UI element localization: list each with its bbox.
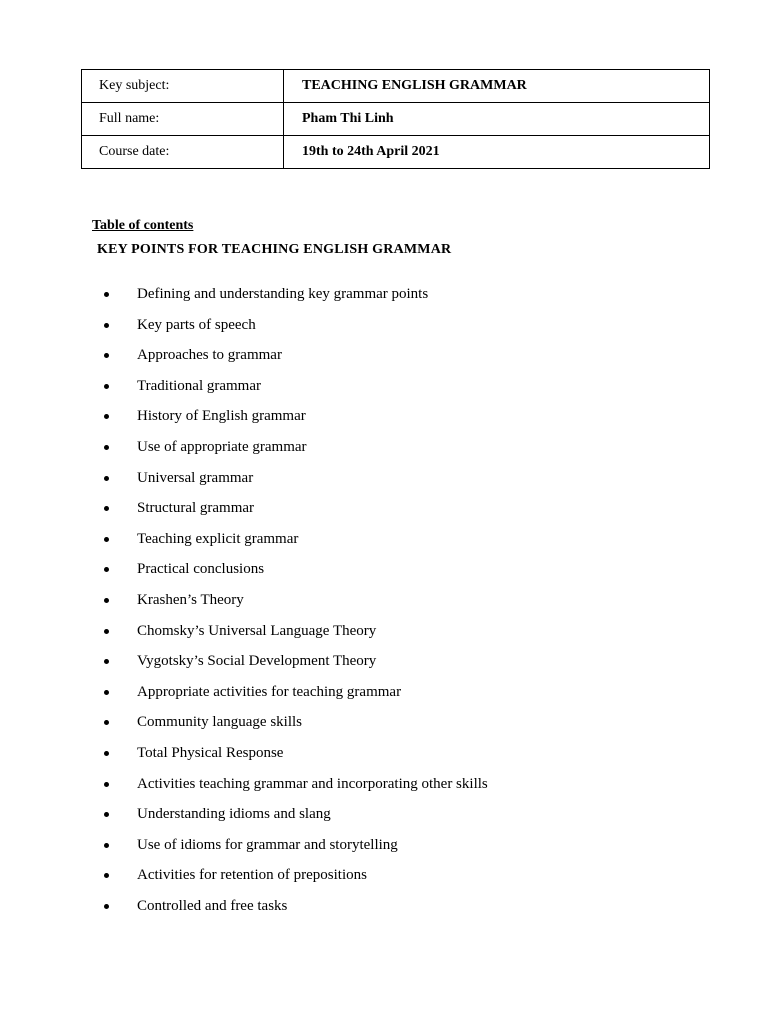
bullet-icon	[104, 353, 109, 358]
list-item	[0, 371, 768, 402]
list-item-text: Activities for retention of prepositions	[137, 867, 367, 884]
document-title: KEY POINTS FOR TEACHING ENGLISH GRAMMAR	[97, 242, 452, 257]
bullet-icon	[104, 904, 109, 909]
info-row-key-subject	[82, 70, 710, 103]
list-item	[0, 432, 768, 463]
bullet-icon	[104, 537, 109, 542]
list-item-text: Key parts of speech	[137, 316, 256, 333]
list-item	[0, 493, 768, 524]
list-item	[0, 279, 768, 310]
list-item-text: Teaching explicit grammar	[137, 530, 299, 547]
list-item-text: History of English grammar	[137, 408, 306, 425]
list-item	[0, 707, 768, 738]
bullet-icon	[104, 629, 109, 634]
list-item-text: Total Physical Response	[137, 744, 284, 761]
bullet-icon	[104, 873, 109, 878]
key-subject-label: Key subject:	[82, 70, 284, 103]
list-item-text: Controlled and free tasks	[137, 897, 288, 914]
list-item-text: Activities teaching grammar and incorporating other skills	[137, 775, 488, 792]
full-name-value: Pham Thi Linh	[284, 103, 710, 136]
list-item	[0, 646, 768, 677]
list-item	[0, 401, 768, 432]
course-date-value: 19th to 24th April 2021	[284, 136, 710, 169]
list-item	[0, 340, 768, 371]
list-item	[0, 891, 768, 922]
list-item	[0, 799, 768, 830]
bullet-icon	[104, 751, 109, 756]
list-item-text: Use of idioms for grammar and storytelling	[137, 836, 398, 853]
list-item	[0, 769, 768, 800]
bullet-icon	[104, 782, 109, 787]
list-item-text: Structural grammar	[137, 500, 255, 517]
bullet-icon	[104, 292, 109, 297]
bullet-icon	[104, 659, 109, 664]
list-item-text: Approaches to grammar	[137, 347, 282, 364]
list-item	[0, 524, 768, 555]
bullet-icon	[104, 476, 109, 481]
list-item-text: Appropriate activities for teaching grammar	[137, 683, 402, 700]
topics-list	[0, 279, 768, 921]
bullet-icon	[104, 445, 109, 450]
list-item-text: Defining and understanding key grammar points	[137, 286, 429, 302]
bullet-icon	[104, 323, 109, 328]
key-subject-value: TEACHING ENGLISH GRAMMAR	[284, 70, 710, 103]
list-item-text: Use of appropriate grammar	[137, 438, 307, 455]
course-info-table	[81, 69, 710, 169]
bullet-icon	[104, 506, 109, 511]
list-item	[0, 677, 768, 708]
list-item-text: Universal grammar	[137, 469, 254, 486]
bullet-icon	[104, 720, 109, 725]
list-item	[0, 616, 768, 647]
list-item	[0, 738, 768, 769]
list-item	[0, 585, 768, 616]
bullet-icon	[104, 598, 109, 603]
list-item-text: Understanding idioms and slang	[137, 806, 331, 823]
full-name-label: Full name:	[82, 103, 284, 136]
info-row-full-name	[82, 103, 710, 136]
info-row-course-date	[82, 136, 710, 169]
list-item-text: Chomsky’s Universal Language Theory	[137, 622, 377, 639]
bullet-icon	[104, 384, 109, 389]
course-date-label: Course date:	[82, 136, 284, 169]
list-item	[0, 554, 768, 585]
list-item	[0, 860, 768, 891]
list-item	[0, 310, 768, 341]
bullet-icon	[104, 414, 109, 419]
bullet-icon	[104, 843, 109, 848]
list-item-text: Practical conclusions	[137, 561, 265, 578]
list-item-text: Vygotsky’s Social Development Theory	[137, 653, 377, 670]
list-item-text: Traditional grammar	[137, 377, 262, 394]
table-of-contents-heading: Table of contents	[92, 218, 194, 233]
list-item-text: Krashen’s Theory	[137, 591, 244, 608]
list-item	[0, 463, 768, 494]
list-item-text: Community language skills	[137, 714, 302, 731]
bullet-icon	[104, 567, 109, 572]
bullet-icon	[104, 812, 109, 817]
list-item	[0, 830, 768, 861]
bullet-icon	[104, 690, 109, 695]
